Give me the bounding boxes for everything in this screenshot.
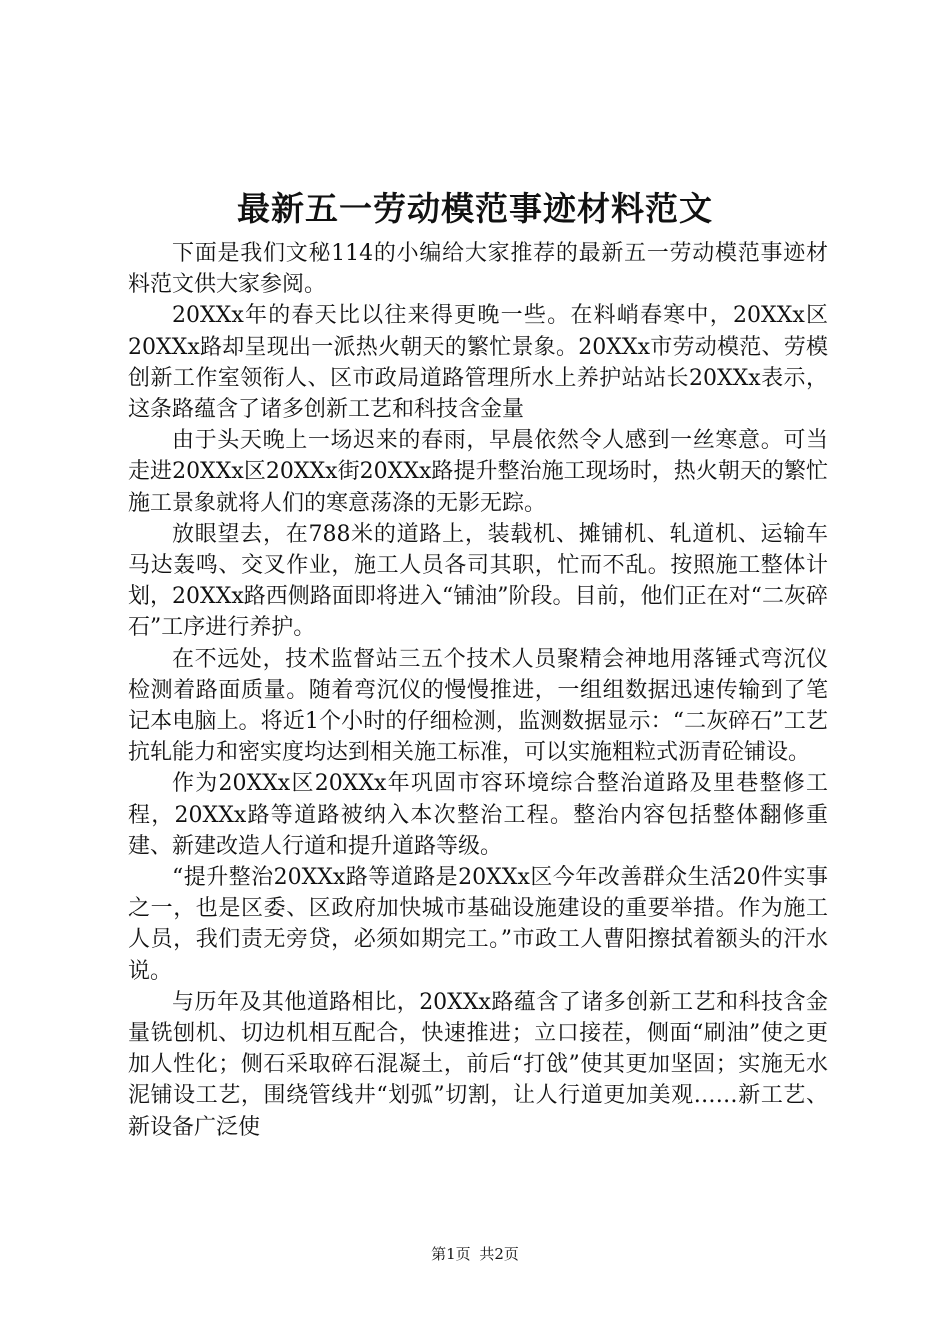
page-number-current: 第1页 bbox=[431, 1245, 471, 1263]
paragraph-intro: 下面是我们文秘114的小编给大家推荐的最新五一劳动模范事迹材料范文供大家参阅。 bbox=[128, 241, 828, 298]
document-body bbox=[128, 238, 828, 1143]
page-number-total: 共2页 bbox=[479, 1245, 519, 1263]
paragraph-inspection: 在不远处，技术监督站三五个技术人员聚精会神地用落锤式弯沉仪检测着路面质量。随着弯沉仪的慢慢推进，一组组数据迅速传输到了笔记本电脑上。将近1个小时的仔细检测，监测数据显示：“二灰碎石”工艺抗轧能力和密实度均达到相关施工标准，可以实施粗粒式沥青砼铺设。 bbox=[128, 646, 828, 766]
paragraph-quote: “提升整治20XXx路等道路是20XXx区今年改善群众生活20件实事之一，也是区委、区政府加快城市基础设施建设的重要举措。作为施工人员，我们责无旁贷，必须如期完工。”市政工人曹阳擦拭着额头的汗水说。 bbox=[128, 865, 828, 984]
paragraph-rain: 由于头天晚上一场迟来的春雨，早晨依然令人感到一丝寒意。可当走进20XXx区20XXx街20XXx路提升整治施工现场时，热火朝天的繁忙施工景象就将人们的寒意荡涤的无影无踪。 bbox=[128, 428, 828, 516]
paragraph-project: 作为20XXx区20XXx年巩固市容环境综合整治道路及里巷整修工程，20XXx路等道路被纳入本次整治工程。整治内容包括整体翻修重建、新建改造人行道和提升道路等级。 bbox=[128, 771, 828, 859]
paragraph-innovation: 与历年及其他道路相比，20XXx路蕴含了诸多创新工艺和科技含金量铣刨机、切边机相互配合，快速推进；立口接茬，侧面“刷油”使之更加人性化；侧石采取碎石混凝土，前后“打戗”使其更加坚固；实施无水泥铺设工艺，围绕管线井“划弧”切割，让人行道更加美观……新工艺、新设备广泛使 bbox=[128, 989, 828, 1140]
document-title: 最新五一劳动模范事迹材料范文 bbox=[237, 189, 713, 228]
paragraph-spring: 20XXx年的春天比以往来得更晚一些。在料峭春寒中，20XXx区20XXx路却呈现出一派热火朝天的繁忙景象。20XXx市劳动模范、劳模创新工作室领衔人、区市政局道路管理所水上养护站站长20XXx表示，这条路蕴含了诸多创新工艺和科技含金量 bbox=[128, 303, 828, 423]
page-footer bbox=[0, 1244, 950, 1264]
paragraph-construction: 放眼望去，在788米的道路上，装载机、摊铺机、轧道机、运输车马达轰鸣、交叉作业，施工人员各司其职，忙而不乱。按照施工整体计划，20XXx路西侧路面即将进入“铺油”阶段。目前，他们正在对“二灰碎石”工序进行养护。 bbox=[128, 521, 828, 641]
